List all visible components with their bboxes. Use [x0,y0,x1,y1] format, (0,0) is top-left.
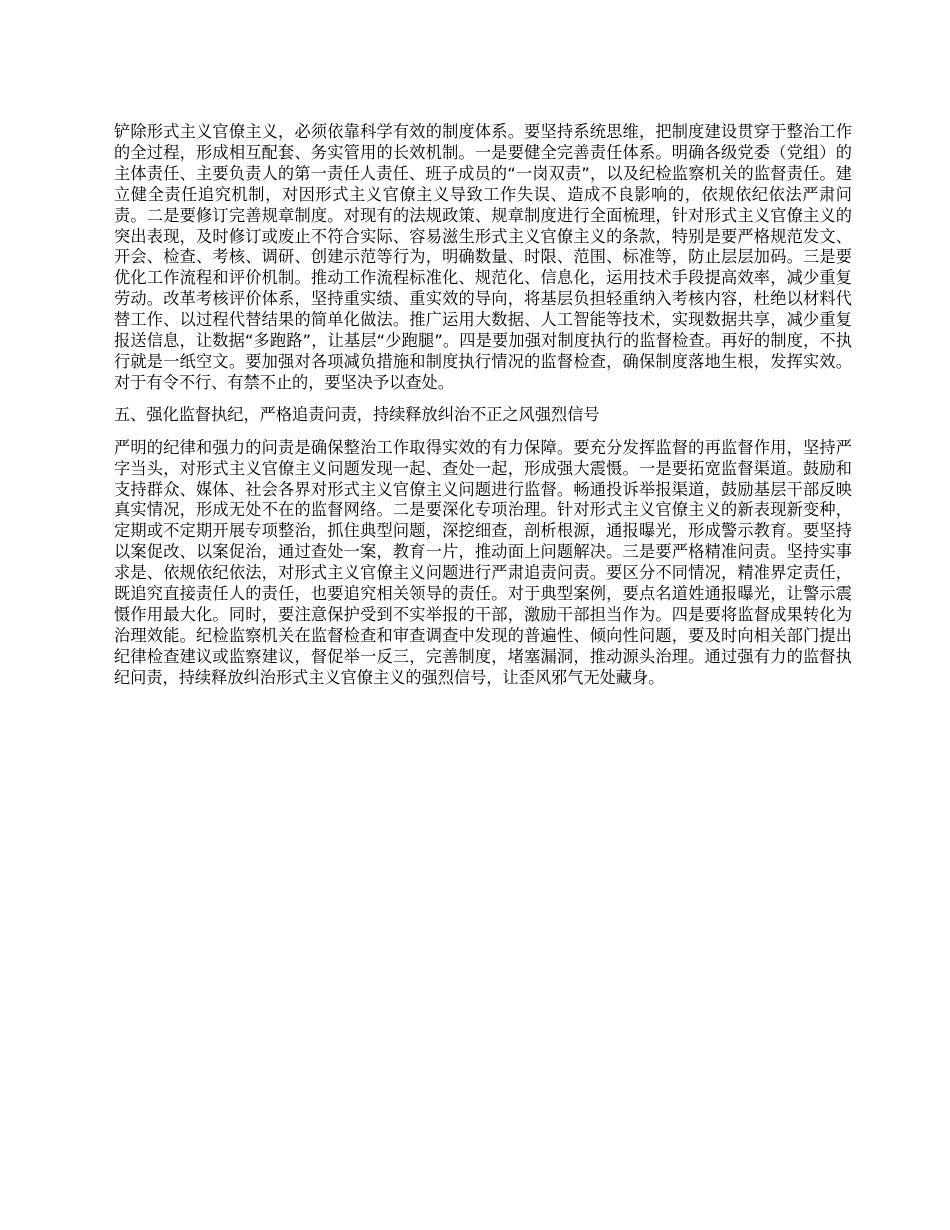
document-body [114,122,852,689]
section-heading-5: 五、强化监督执纪，严格追责问责，持续释放纠治不正之风强烈信号 [114,404,600,424]
body-paragraph-1: 铲除形式主义官僚主义，必须依靠科学有效的制度体系。要坚持系统思维，把制度建设贯穿于整治工作的全过程，形成相互配套、务实管用的长效机制。一是要健全完善责任体系。明确各级党委（党组）的主体责任、主要负责人的第一责任人责任、班子成员的“一岗双责”，以及纪检监察机关的监督责任。建立健全责任追究机制，对因形式主义官僚主义导致工作失误、造成不良影响的，依规依纪依法严肃问责。二是要修订完善规章制度。对现有的法规政策、规章制度进行全面梳理，针对形式主义官僚主义的突出表现，及时修订或废止不符合实际、容易滋生形式主义官僚主义的条款，特别是要严格规范发文、开会、检查、考核、调研、创建示范等行为，明确数量、时限、范围、标准等，防止层层加码。三是要优化工作流程和评价机制。推动工作流程标准化、规范化、信息化，运用技术手段提高效率，减少重复劳动。改革考核评价体系，坚持重实绩、重实效的导向，将基层负担轻重纳入考核内容，杜绝以材料代替工作、以过程代替结果的简单化做法。推广运用大数据、人工智能等技术，实现数据共享，减少重复报送信息，让数据“多跑路”，让基层“少跑腿”。四是要加强对制度执行的监督检查。再好的制度，不执行就是一纸空文。要加强对各项减负措施和制度执行情况的监督检查，确保制度落地生根，发挥实效。对于有令不行、有禁不止的，要坚决予以查处。 [114,122,852,392]
body-paragraph-2: 严明的纪律和强力的问责是确保整治工作取得实效的有力保障。要充分发挥监督的再监督作用，坚持严字当头，对形式主义官僚主义问题发现一起、查处一起，形成强大震慑。一是要拓宽监督渠道。鼓励和支持群众、媒体、社会各界对形式主义官僚主义问题进行监督。畅通投诉举报渠道，鼓励基层干部反映真实情况，形成无处不在的监督网络。二是要深化专项治理。针对形式主义官僚主义的新表现新变种，定期或不定期开展专项整治，抓住典型问题，深挖细查，剖析根源，通报曝光，形成警示教育。要坚持以案促改、以案促治，通过查处一案，教育一片，推动面上问题解决。三是要严格精准问责。坚持实事求是、依规依纪依法，对形式主义官僚主义问题进行严肃追责问责。要区分不同情况，精准界定责任，既追究直接责任人的责任，也要追究相关领导的责任。对于典型案例，要点名道姓通报曝光，让警示震慑作用最大化。同时，要注意保护受到不实举报的干部，激励干部担当作为。四是要将监督成果转化为治理效能。纪检监察机关在监督检查和审查调查中发现的普遍性、倾向性问题，要及时向相关部门提出纪律检查建议或监察建议，督促举一反三，完善制度，堵塞漏洞，推动源头治理。通过强有力的监督执纪问责，持续释放纠治形式主义官僚主义的强烈信号，让歪风邪气无处藏身。 [114,437,852,687]
